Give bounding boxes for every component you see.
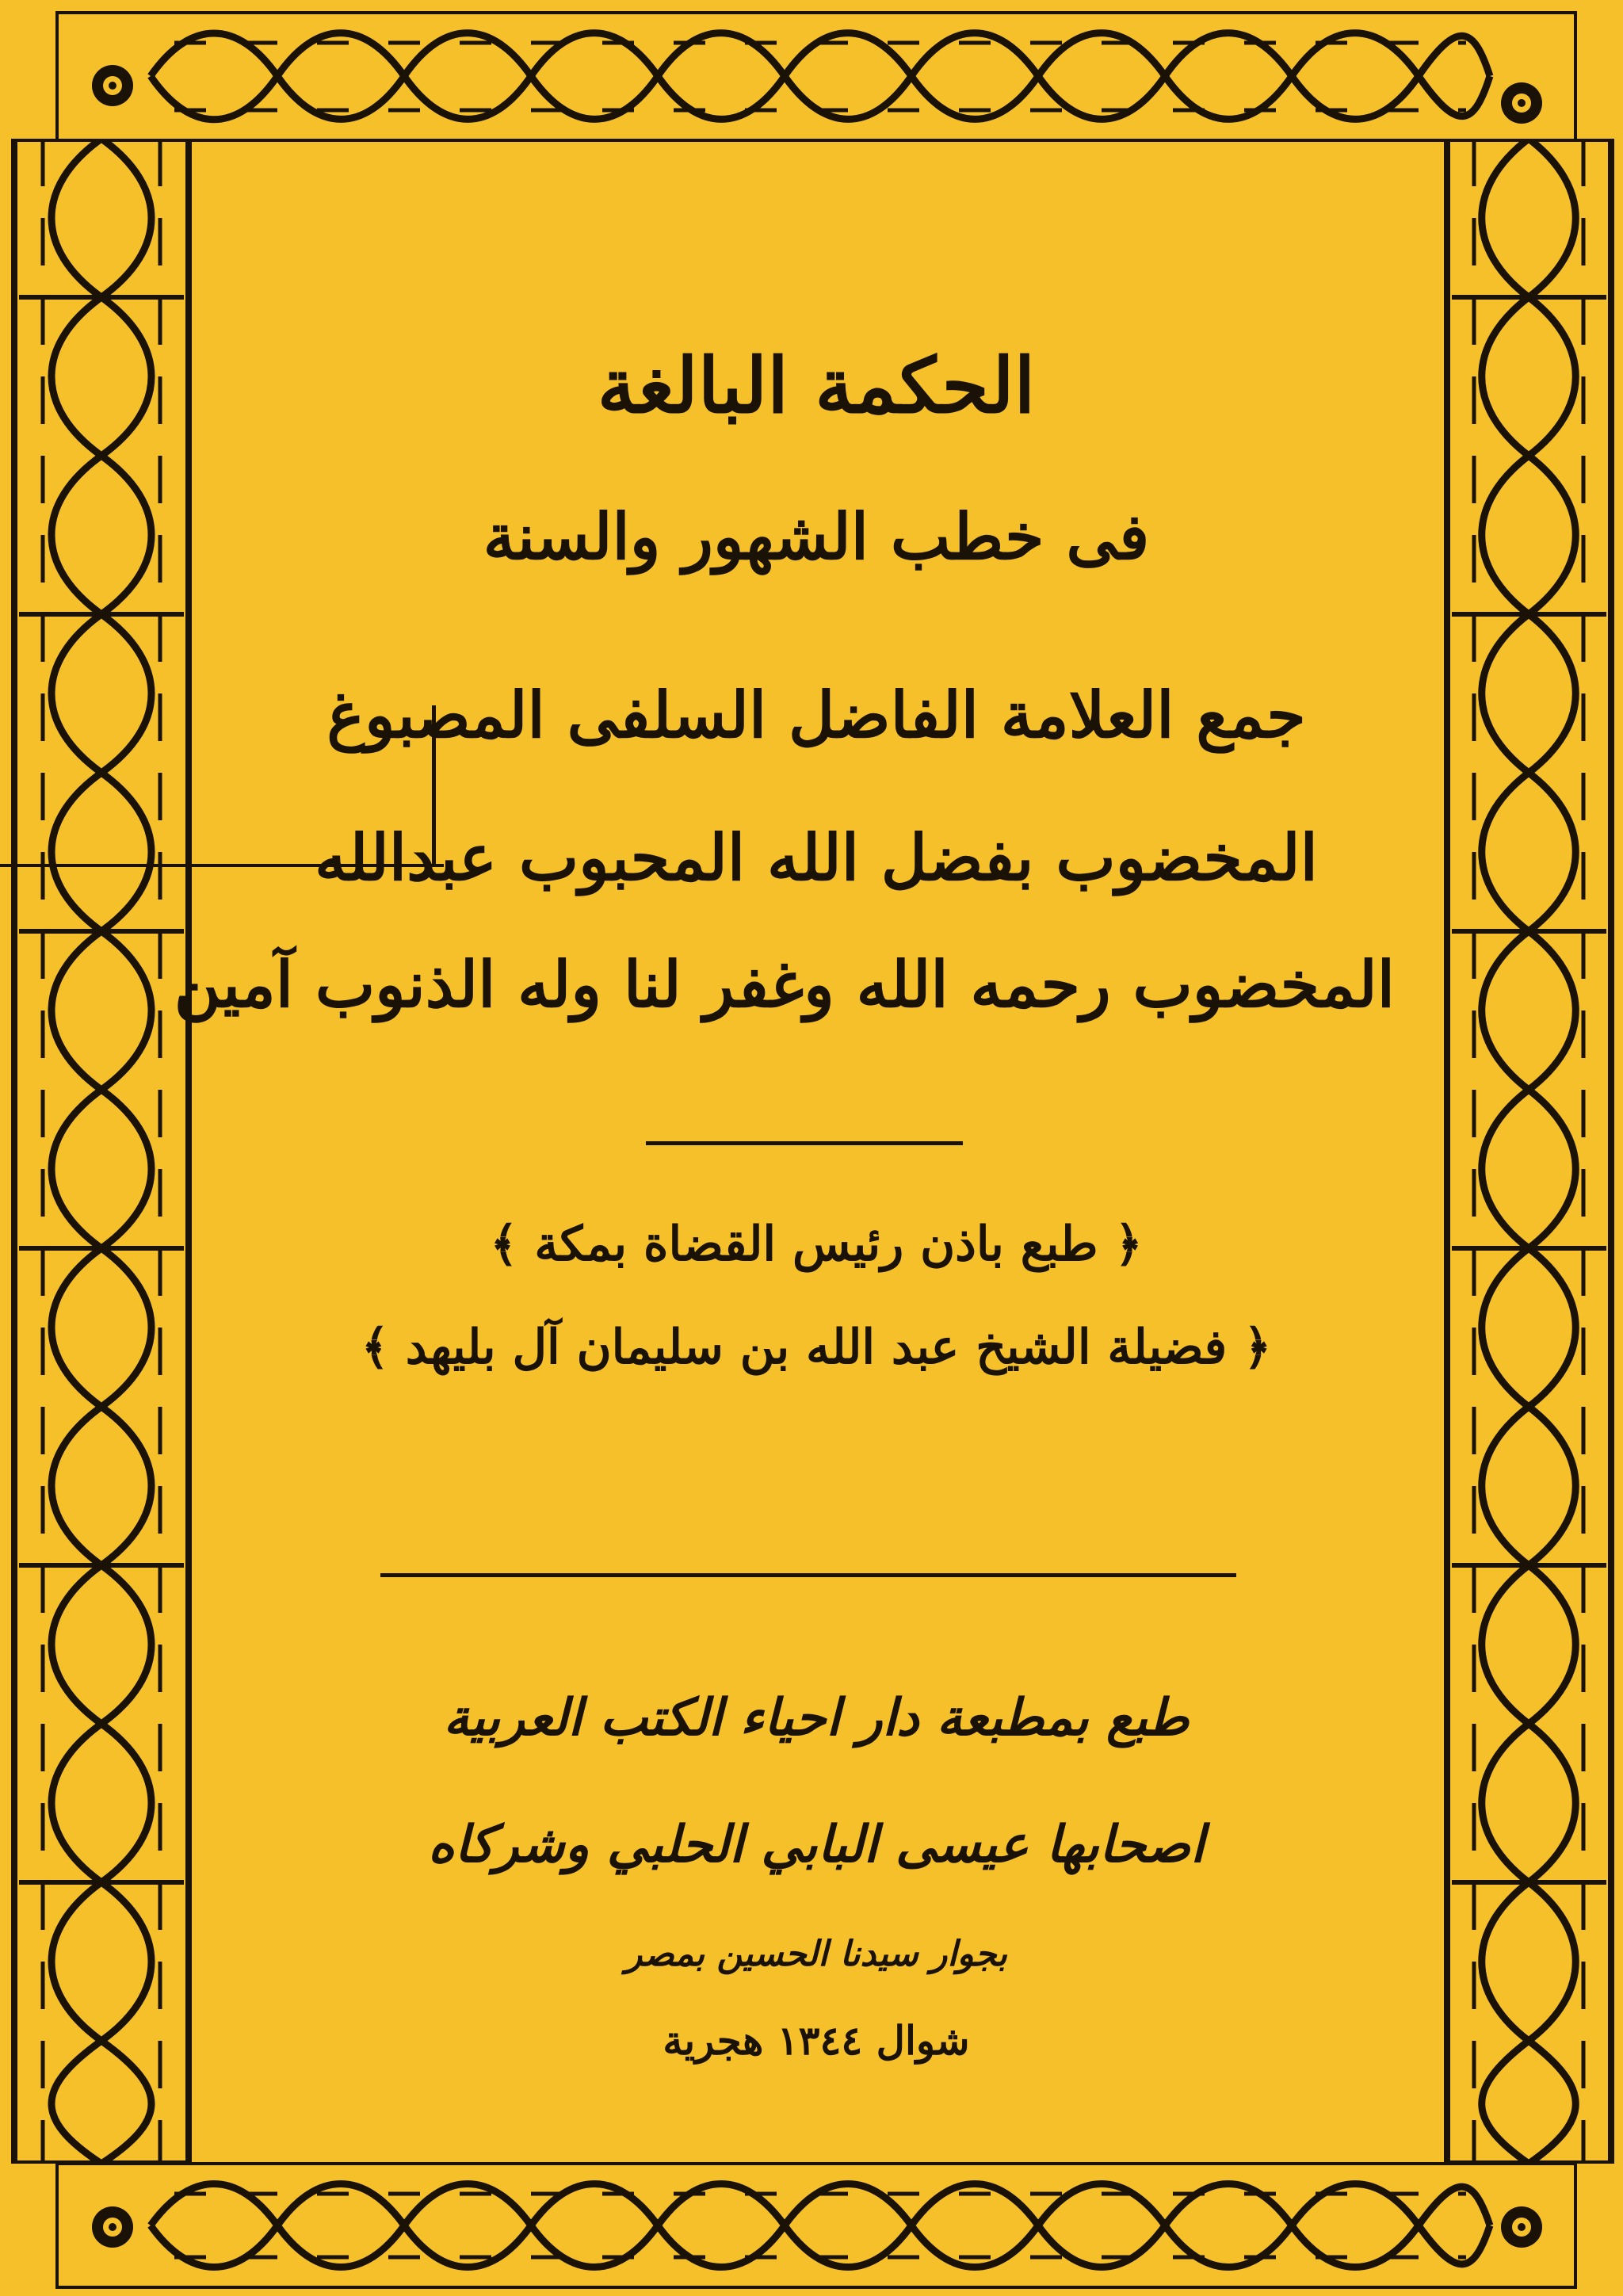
ornamental-border-top xyxy=(55,11,1577,142)
author-line: المخضوب بفضل الله المحبوب عبدالله xyxy=(315,820,1318,895)
ornamental-border-left xyxy=(11,139,192,2164)
permission-line: ﴿ طبع باذن رئيس القضاة بمكة ﴾ xyxy=(490,1217,1143,1272)
ornamental-border-bottom xyxy=(55,2162,1577,2289)
ornamental-border-right xyxy=(1444,139,1614,2164)
permission-line: ﴿ فضيلة الشيخ عبد الله بن سليمان آل بليهد ﴾ xyxy=(361,1320,1272,1375)
author-line: المخضوب رحمه الله وغفر لنا وله الذنوب آمين xyxy=(174,947,1395,1022)
publication-date: شوال ١٣٤٤ هجرية xyxy=(663,2017,970,2064)
press-line: اصحابها عيسى البابي الحلبي وشركاه xyxy=(428,1815,1205,1874)
corner-rosette-icon xyxy=(1498,2203,1545,2251)
divider-rule xyxy=(380,1573,1236,1577)
book-title: الحكمة البالغة xyxy=(597,341,1036,430)
divider-rule xyxy=(646,1141,963,1145)
corner-rosette-icon xyxy=(1498,79,1545,127)
press-address: بجوار سيدنا الحسين بمصر xyxy=(625,1934,1007,1974)
book-subtitle: فى خطب الشهور والسنة xyxy=(483,499,1150,574)
corner-rosette-icon xyxy=(89,2203,136,2251)
press-line: طبع بمطبعة دار احياء الكتب العربية xyxy=(443,1688,1190,1748)
corner-rosette-icon xyxy=(89,62,136,109)
author-line: جمع العلامة الفاضل السلفى المصبوغ xyxy=(327,678,1306,752)
